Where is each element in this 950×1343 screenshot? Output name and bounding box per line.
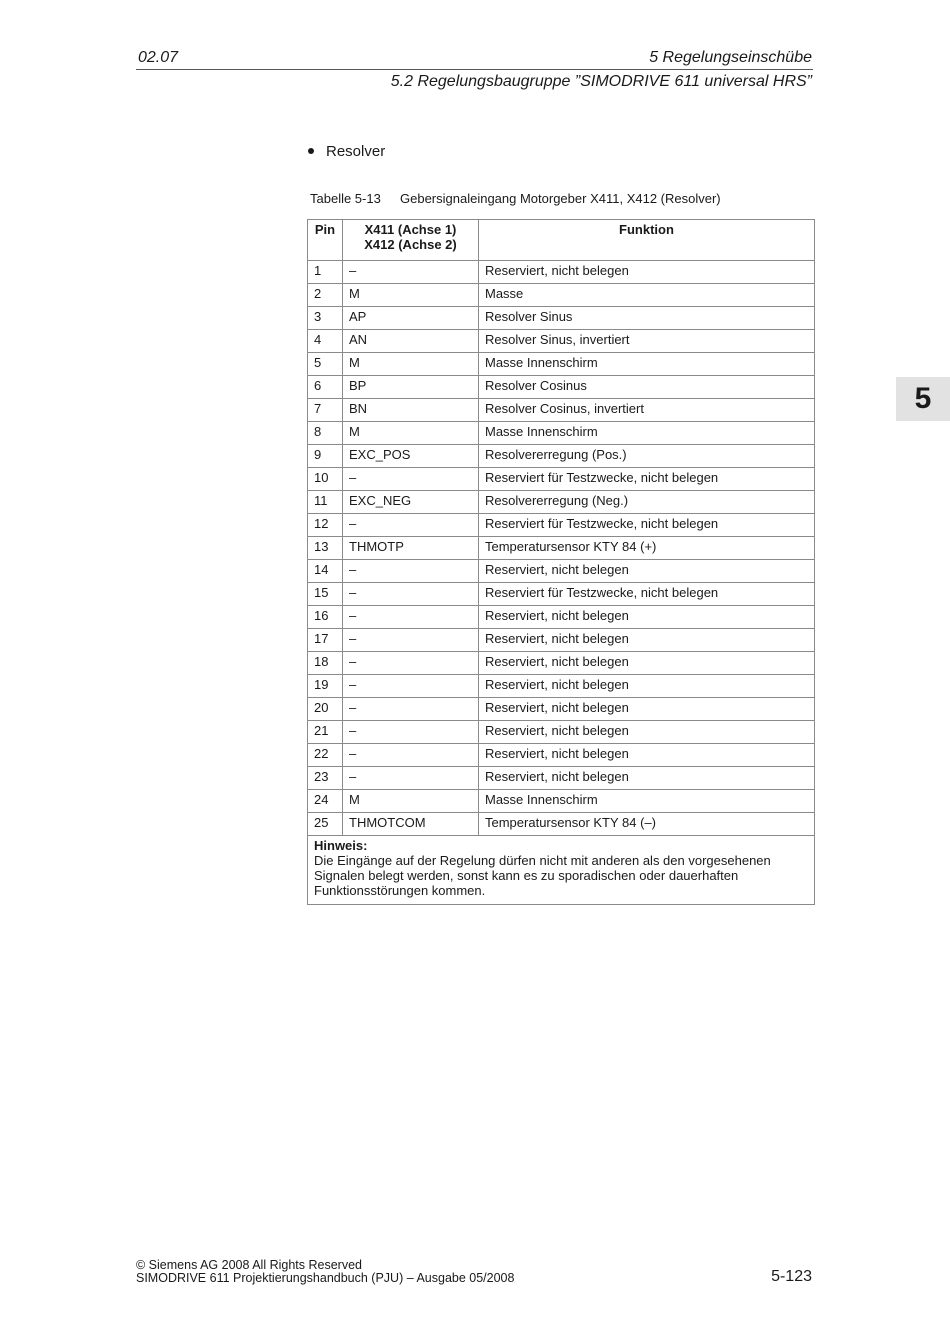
function-cell: Temperatursensor KTY 84 (–) [479,813,815,836]
table-row [308,330,815,353]
signal-cell: – [343,652,479,675]
table-row [308,767,815,790]
function-cell: Reserviert, nicht belegen [479,261,815,284]
pin-cell: 17 [308,629,343,652]
header-x411: X411 (Achse 1) [364,222,457,237]
table-row [308,813,815,836]
pin-cell: 23 [308,767,343,790]
signal-cell: BP [343,376,479,399]
function-cell: Resolver Cosinus, invertiert [479,399,815,422]
pin-cell: 12 [308,514,343,537]
signal-cell: – [343,583,479,606]
table-row [308,261,815,284]
signal-cell: – [343,698,479,721]
function-cell: Temperatursensor KTY 84 (+) [479,537,815,560]
pin-cell: 1 [308,261,343,284]
note-row [308,836,815,905]
pin-cell: 11 [308,491,343,514]
function-cell: Resolver Cosinus [479,376,815,399]
function-cell: Reserviert, nicht belegen [479,767,815,790]
pin-cell: 10 [308,468,343,491]
pin-cell: 24 [308,790,343,813]
table-row [308,445,815,468]
table-row [308,698,815,721]
pin-cell: 18 [308,652,343,675]
header-date: 02.07 [138,49,179,66]
header-rule [136,69,813,70]
pin-cell: 7 [308,399,343,422]
function-cell: Resolver Sinus [479,307,815,330]
note-title: Hinweis: [314,838,368,853]
pin-table [307,219,815,905]
function-cell: Reserviert, nicht belegen [479,606,815,629]
pin-cell: 21 [308,721,343,744]
signal-cell: EXC_POS [343,445,479,468]
footer-manual: SIMODRIVE 611 Projektierungshandbuch (PJU) – Ausgabe 05/2008 [136,1271,515,1285]
header-function: Funktion [479,220,815,261]
bullet-icon [308,148,314,154]
bullet-text: Resolver [326,143,386,160]
table-row [308,491,815,514]
pin-cell: 2 [308,284,343,307]
pin-cell: 6 [308,376,343,399]
function-cell: Resolvererregung (Pos.) [479,445,815,468]
table-row [308,422,815,445]
footer-copyright: © Siemens AG 2008 All Rights Reserved [136,1258,362,1272]
signal-cell: – [343,675,479,698]
signal-cell: – [343,744,479,767]
pin-cell: 20 [308,698,343,721]
function-cell: Masse Innenschirm [479,422,815,445]
signal-cell: – [343,261,479,284]
table-row [308,468,815,491]
function-cell: Masse [479,284,815,307]
pin-cell: 15 [308,583,343,606]
signal-cell: THMOTCOM [343,813,479,836]
signal-cell: BN [343,399,479,422]
pin-cell: 8 [308,422,343,445]
function-cell: Masse Innenschirm [479,353,815,376]
signal-cell: M [343,790,479,813]
function-cell: Masse Innenschirm [479,790,815,813]
header-signal [343,220,479,261]
pin-cell: 14 [308,560,343,583]
pin-cell: 4 [308,330,343,353]
table-row [308,652,815,675]
function-cell: Reserviert, nicht belegen [479,698,815,721]
function-cell: Reserviert, nicht belegen [479,560,815,583]
function-cell: Reserviert für Testzwecke, nicht belegen [479,514,815,537]
note-cell [308,836,815,905]
table-row [308,514,815,537]
pin-cell: 13 [308,537,343,560]
header-x412: X412 (Achse 2) [364,237,457,252]
table-caption [310,191,721,206]
pin-cell: 9 [308,445,343,468]
table-row [308,790,815,813]
function-cell: Resolver Sinus, invertiert [479,330,815,353]
pin-cell: 16 [308,606,343,629]
table-row [308,675,815,698]
table-row [308,284,815,307]
bullet-item [308,143,385,160]
signal-cell: – [343,767,479,790]
pin-cell: 22 [308,744,343,767]
chapter-tab: 5 [896,377,950,421]
footer-page-number: 5-123 [771,1268,812,1285]
signal-cell: – [343,468,479,491]
table-caption-number: Tabelle 5-13 [310,191,381,206]
table-caption-text: Gebersignaleingang Motorgeber X411, X412 (Resolver) [400,191,721,206]
signal-cell: M [343,422,479,445]
table-row [308,537,815,560]
signal-cell: M [343,353,479,376]
function-cell: Resolvererregung (Neg.) [479,491,815,514]
pin-cell: 25 [308,813,343,836]
table-row [308,629,815,652]
pin-cell: 3 [308,307,343,330]
pin-cell: 19 [308,675,343,698]
table-row [308,307,815,330]
table-row [308,376,815,399]
signal-cell: – [343,721,479,744]
signal-cell: M [343,284,479,307]
table-row [308,353,815,376]
signal-cell: – [343,560,479,583]
signal-cell: AN [343,330,479,353]
function-cell: Reserviert für Testzwecke, nicht belegen [479,468,815,491]
table-row [308,744,815,767]
signal-cell: EXC_NEG [343,491,479,514]
header-pin: Pin [308,220,343,261]
function-cell: Reserviert für Testzwecke, nicht belegen [479,583,815,606]
table-row [308,560,815,583]
note-text: Die Eingänge auf der Regelung dürfen nicht mit anderen als den vorgesehenen Signalen belegt werden, sonst kann es zu sporadischen oder dauerhaften Funktionsstörungen kommen. [314,853,771,898]
function-cell: Reserviert, nicht belegen [479,721,815,744]
table-header-row [308,220,815,261]
table-row [308,583,815,606]
function-cell: Reserviert, nicht belegen [479,629,815,652]
pin-cell: 5 [308,353,343,376]
signal-cell: THMOTP [343,537,479,560]
table-row [308,721,815,744]
signal-cell: – [343,629,479,652]
function-cell: Reserviert, nicht belegen [479,675,815,698]
signal-cell: – [343,606,479,629]
header-chapter: 5 Regelungseinschübe [649,49,812,66]
header-section: 5.2 Regelungsbaugruppe ”SIMODRIVE 611 universal HRS” [390,73,812,90]
table-row [308,399,815,422]
signal-cell: – [343,514,479,537]
function-cell: Reserviert, nicht belegen [479,652,815,675]
table-row [308,606,815,629]
function-cell: Reserviert, nicht belegen [479,744,815,767]
signal-cell: AP [343,307,479,330]
